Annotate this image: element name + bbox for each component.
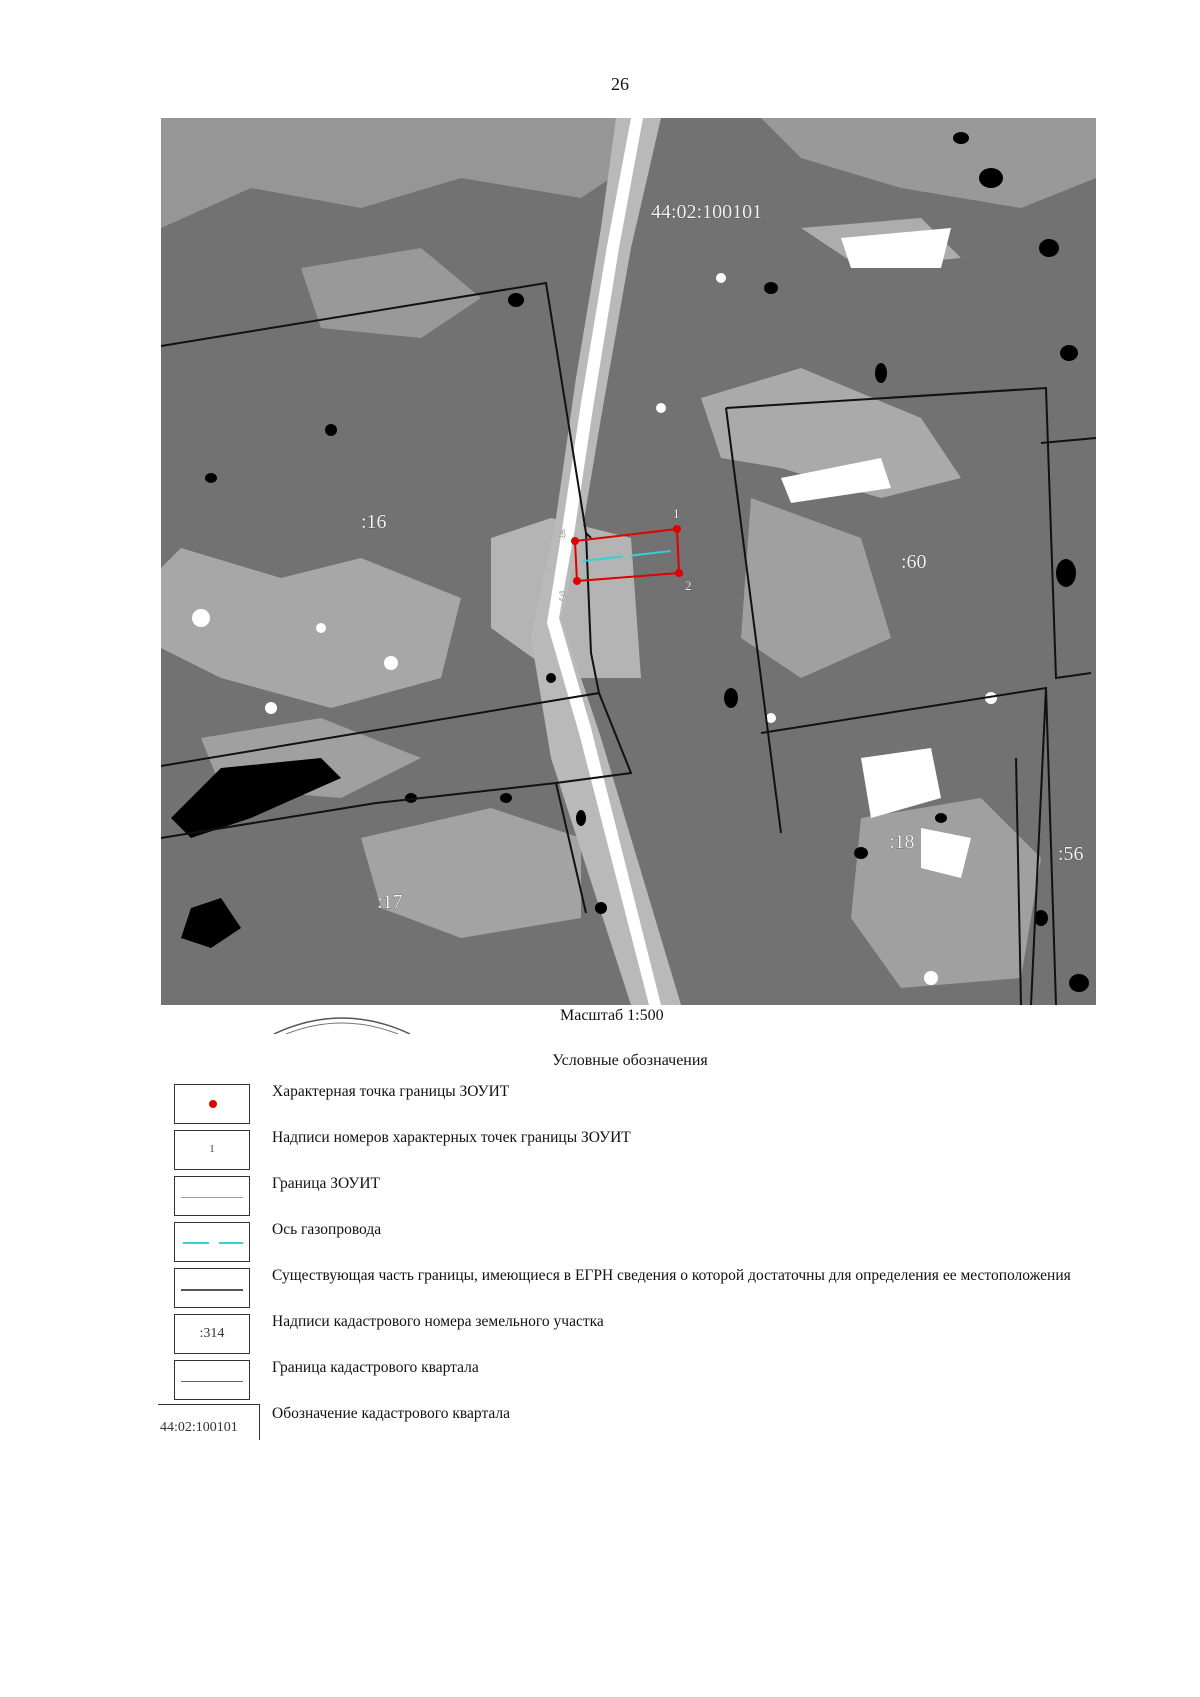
legend-item-quarter-label (160, 1402, 1102, 1448)
map-scale: Масштаб 1:500 (560, 1007, 664, 1024)
legend-text: Граница кадастрового квартала (272, 1359, 479, 1376)
parcel-label-18: :18 (889, 831, 915, 853)
legend-symbol-thin-line (174, 1360, 250, 1400)
boundary-point-2 (675, 569, 683, 577)
quarter-label: 44:02:100101 (651, 201, 763, 223)
boundary-point-3 (573, 577, 581, 585)
legend-item-quarter-boundary (172, 1356, 1102, 1402)
legend-symbol-thin-line (174, 1176, 250, 1216)
point-label-1: 1 (673, 506, 680, 521)
legend-text: Надписи кадастрового номера земельного участка (272, 1313, 604, 1330)
thin-line-icon (181, 1197, 243, 1198)
boundary-point-4 (571, 537, 579, 545)
page-number: 26 (611, 74, 629, 94)
legend-item-point (172, 1080, 1102, 1126)
parcel-label-56: :56 (1058, 843, 1084, 865)
legend-text: Ось газопровода (272, 1221, 382, 1238)
legend-item-existing-boundary (172, 1264, 1102, 1310)
legend-text: Характерная точка границы ЗОУИТ (272, 1083, 510, 1100)
legend-symbol-digit (174, 1130, 250, 1170)
boundary-point-1 (673, 525, 681, 533)
stamp-fragment (272, 1012, 412, 1034)
point-label-3: 3 (559, 588, 566, 603)
parcel-label-60: :60 (901, 551, 927, 573)
parcel-label-16: :16 (361, 511, 387, 533)
legend-text: Надписи номеров характерных точек границы ЗОУИТ (272, 1129, 631, 1146)
legend-item-point-number (172, 1126, 1102, 1172)
legend-symbol-text-box (174, 1314, 250, 1354)
point-label-4: 4 (559, 526, 566, 541)
legend-text: Граница ЗОУИТ (272, 1175, 380, 1192)
legend-text: Существующая часть границы, имеющиеся в ЕГРН сведения о которой достаточны для определения ее местоположения (272, 1267, 1071, 1284)
legend-title: Условные обозначения (552, 1052, 708, 1069)
legend-symbol-cyan-dash (174, 1222, 250, 1262)
legend-symbol-thick-line (174, 1268, 250, 1308)
legend-symbol-red-dot (174, 1084, 250, 1124)
red-dot-icon (209, 1100, 217, 1108)
thick-line-icon (181, 1289, 243, 1291)
parcel-label-17: :17 (377, 891, 403, 913)
legend-symbol-text: 1 (209, 1143, 215, 1155)
legend-item-zouit-boundary (172, 1172, 1102, 1218)
legend (160, 1080, 1102, 1448)
legend-symbol-text: :314 (199, 1326, 225, 1341)
point-label-2: 2 (685, 578, 692, 593)
legend-text: Обозначение кадастрового квартала (272, 1405, 511, 1422)
legend-item-parcel-number (172, 1310, 1102, 1356)
legend-symbol-text: 44:02:100101 (160, 1420, 238, 1435)
legend-item-gas-axis (172, 1218, 1102, 1264)
cyan-dash-icon (183, 1242, 243, 1244)
cadastral-map (161, 118, 1096, 1005)
thin-line-icon (181, 1381, 243, 1382)
